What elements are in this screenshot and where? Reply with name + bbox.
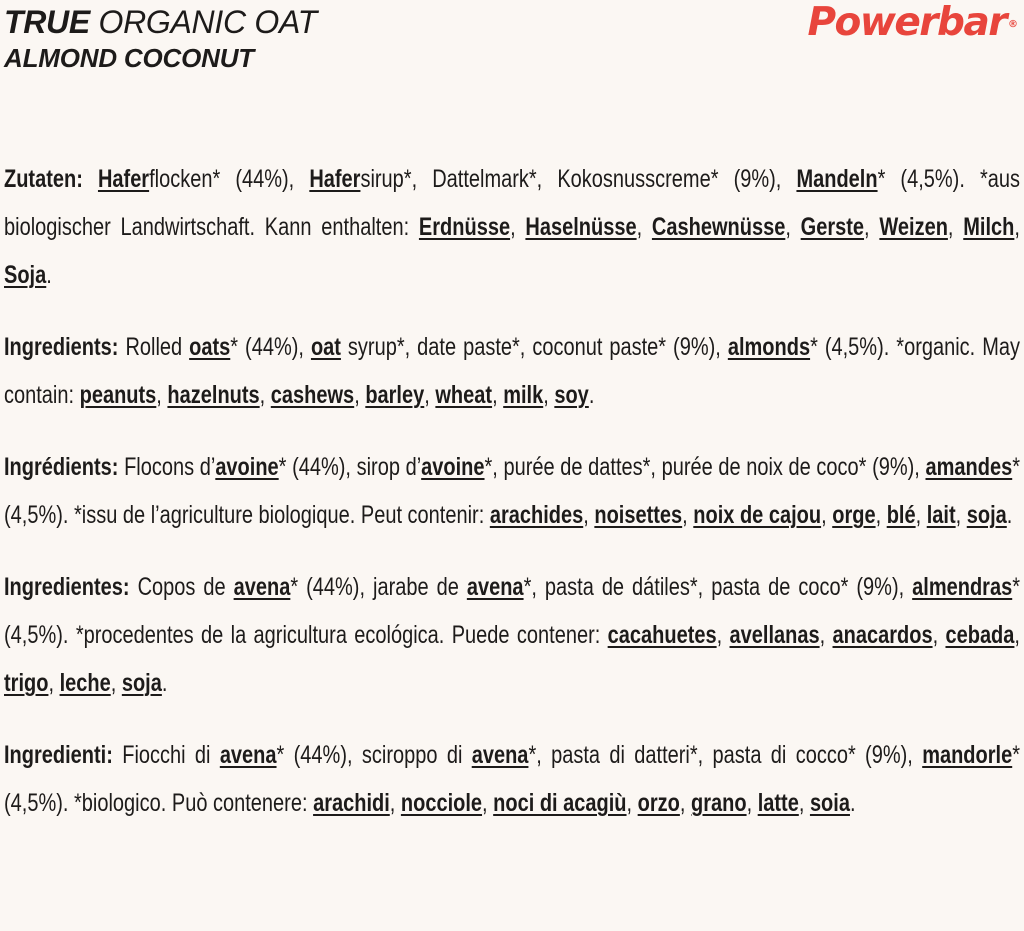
ingredient-text: * (4,5%). *aus biologischer Landwirtschaft. Kann enthalten: [4,165,1020,241]
allergen-highlight: mandorle [922,741,1013,769]
ingredient-text: , [716,621,730,649]
ingredient-text: *, purée de dattes*, purée de noix de coco* (9%), [484,453,926,481]
allergen-highlight: noci di acagiù [493,789,627,817]
allergen-highlight: hazelnuts [167,381,260,409]
allergen-highlight: oats [189,333,231,361]
ingredient-text: , [583,501,595,529]
ingredient-text [83,165,98,193]
ingredient-text: . [161,669,168,697]
ingredients-es [4,563,1020,707]
ingredient-text: , [259,381,271,409]
ingredient-text: , [482,789,494,817]
ingredients-label: Ingredientes: [4,573,130,601]
ingredient-text: * (4,5%). *issu de l’agriculture biologique. Peut contenir: [4,453,1020,529]
ingredient-text: , [48,669,60,697]
allergen-highlight: Weizen [879,213,948,241]
allergen-highlight: Mandeln [796,165,878,193]
allergen-highlight: soja [966,501,1007,529]
allergen-highlight: noisettes [594,501,683,529]
allergen-highlight: soia [809,789,850,817]
logo-text: Powerbar [807,0,1006,45]
ingredients-en [4,323,1020,419]
ingredients-de [4,155,1020,299]
ingredient-text: , [389,789,401,817]
ingredient-text: , [424,381,436,409]
allergen-highlight: cebada [945,621,1015,649]
ingredient-text: , [947,213,964,241]
allergen-highlight: Gerste [800,213,865,241]
allergen-highlight: avena [466,573,524,601]
ingredient-text: Fiocchi di [112,741,220,769]
ingredients-fr [4,443,1020,539]
allergen-highlight: milk [503,381,544,409]
ingredient-text: syrup*, date paste*, coconut paste* (9%), [340,333,728,361]
product-title-regular: ORGANIC OAT [89,4,317,40]
product-flavor: ALMOND COCONUT [4,43,254,73]
allergen-highlight: grano [691,789,747,817]
allergen-highlight: noix de cajou [693,501,822,529]
ingredient-text: , [682,501,694,529]
allergen-highlight: soy [554,381,589,409]
ingredients-label: Ingredients: [4,333,119,361]
ingredient-text: , [510,213,526,241]
allergen-highlight: cacahuetes [607,621,717,649]
ingredients-label: Zutaten: [4,165,83,193]
allergen-highlight: trigo [4,669,49,697]
ingredient-text: , [110,669,122,697]
ingredients-it [4,731,1020,827]
ingredient-text: . [588,381,595,409]
ingredient-text: , [543,381,555,409]
allergen-highlight: Hafer [97,165,150,193]
allergen-highlight: barley [365,381,425,409]
allergen-highlight: avellanas [729,621,820,649]
allergen-highlight: Soja [4,261,47,289]
ingredient-text: sirup*, Dattelmark*, Kokosnusscreme* (9%), [360,165,797,193]
ingredient-text: * (44%), sirop d’ [278,453,422,481]
ingredient-text: flocken* (44%), [149,165,310,193]
allergen-highlight: lait [926,501,956,529]
allergen-highlight: Haselnüsse [525,213,637,241]
ingredient-text: * (4,5%). *organic. May contain: [4,333,1021,409]
ingredient-text: , [819,621,833,649]
allergen-highlight: peanuts [79,381,157,409]
ingredient-text: * (44%), sciroppo di [276,741,472,769]
ingredients-label: Ingredienti: [4,741,113,769]
ingredient-text: , [821,501,833,529]
ingredient-text: *, pasta de dátiles*, pasta de coco* (9%), [523,573,913,601]
registered-mark: ® [1008,19,1018,30]
allergen-highlight: Erdnüsse [418,213,511,241]
product-title-bold: TRUE [4,4,90,40]
ingredient-text: , [626,789,638,817]
ingredient-text: * (4,5%). *biologico. Può contenere: [4,741,1020,817]
ingredient-text: * (4,5%). *procedentes de la agricultura ecológica. Puede contener: [4,573,1020,649]
ingredient-text: , [746,789,758,817]
allergen-highlight: avena [233,573,291,601]
allergen-highlight: avena [219,741,277,769]
ingredient-text: *, pasta di datteri*, pasta di cocco* (9%), [528,741,923,769]
allergen-highlight: avoine [421,453,485,481]
allergen-highlight: Milch [963,213,1015,241]
ingredient-text: * (44%), [230,333,311,361]
ingredient-text: Copos de [129,573,234,601]
allergen-highlight: avoine [215,453,279,481]
allergen-highlight: Hafer [309,165,361,193]
ingredient-text: , [1014,213,1020,241]
ingredients-label: Ingrédients: [4,453,119,481]
ingredient-text: , [798,789,810,817]
allergen-highlight: orzo [637,789,680,817]
ingredient-text: , [875,501,887,529]
product-title [4,2,317,42]
ingredient-text: , [955,501,967,529]
ingredient-text: . [1006,501,1013,529]
ingredient-text: , [932,621,946,649]
allergen-highlight: amandes [925,453,1013,481]
ingredient-text: , [492,381,504,409]
ingredient-text: Flocons d’ [118,453,216,481]
ingredient-text: , [864,213,880,241]
ingredients-section [4,155,1020,851]
ingredient-text: , [1014,621,1020,649]
allergen-highlight: avena [471,741,529,769]
allergen-highlight: latte [757,789,799,817]
allergen-highlight: leche [59,669,111,697]
ingredient-text: * (44%), jarabe de [290,573,467,601]
ingredient-text: , [915,501,927,529]
allergen-highlight: arachides [489,501,584,529]
ingredient-text: . [46,261,52,289]
allergen-highlight: almonds [727,333,811,361]
ingredient-text: , [156,381,168,409]
allergen-highlight: almendras [912,573,1013,601]
allergen-highlight: arachidi [313,789,390,817]
ingredient-text: , [354,381,366,409]
allergen-highlight: soja [121,669,162,697]
allergen-highlight: nocciole [400,789,483,817]
allergen-highlight: blé [886,501,916,529]
ingredient-text: , [679,789,691,817]
ingredient-text: Rolled [118,333,190,361]
powerbar-logo [807,0,1018,46]
allergen-highlight: wheat [435,381,493,409]
ingredient-text: , [636,213,652,241]
product-header [4,2,317,74]
allergen-highlight: oat [310,333,341,361]
allergen-highlight: orge [832,501,876,529]
ingredient-text: . [849,789,856,817]
allergen-highlight: cashews [270,381,355,409]
allergen-highlight: Cashewnüsse [651,213,786,241]
ingredient-text: , [785,213,801,241]
allergen-highlight: anacardos [832,621,933,649]
